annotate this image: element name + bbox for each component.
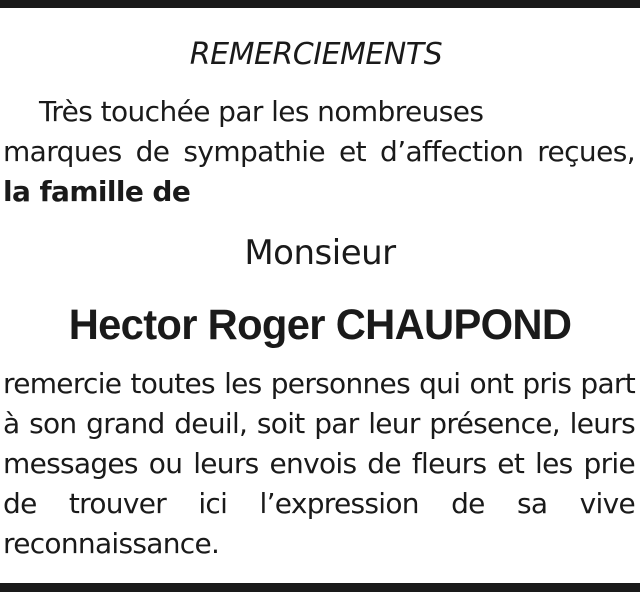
top-border-rule xyxy=(0,0,640,8)
intro-rest-text: marques de sympathie et d’affection reçues, xyxy=(3,135,635,168)
honorific-title: Monsieur xyxy=(244,233,396,273)
intro-family-text: la famille de xyxy=(3,175,191,208)
intro-paragraph xyxy=(3,92,635,212)
intro-first-line: Très touchée par les nombreuses xyxy=(39,95,484,128)
bottom-border-rule xyxy=(0,583,640,592)
deceased-name: Hector Roger CHAUPOND xyxy=(68,301,572,349)
notice-heading: REMERCIEMENTS xyxy=(189,37,443,72)
thanks-paragraph: remercie toutes les personnes qui ont pris part à son grand deuil, soit par leur présence, leurs messages ou leurs envois de fleurs et les prie de trouver ici l’expression de sa vive reconnaissance. xyxy=(3,367,635,560)
